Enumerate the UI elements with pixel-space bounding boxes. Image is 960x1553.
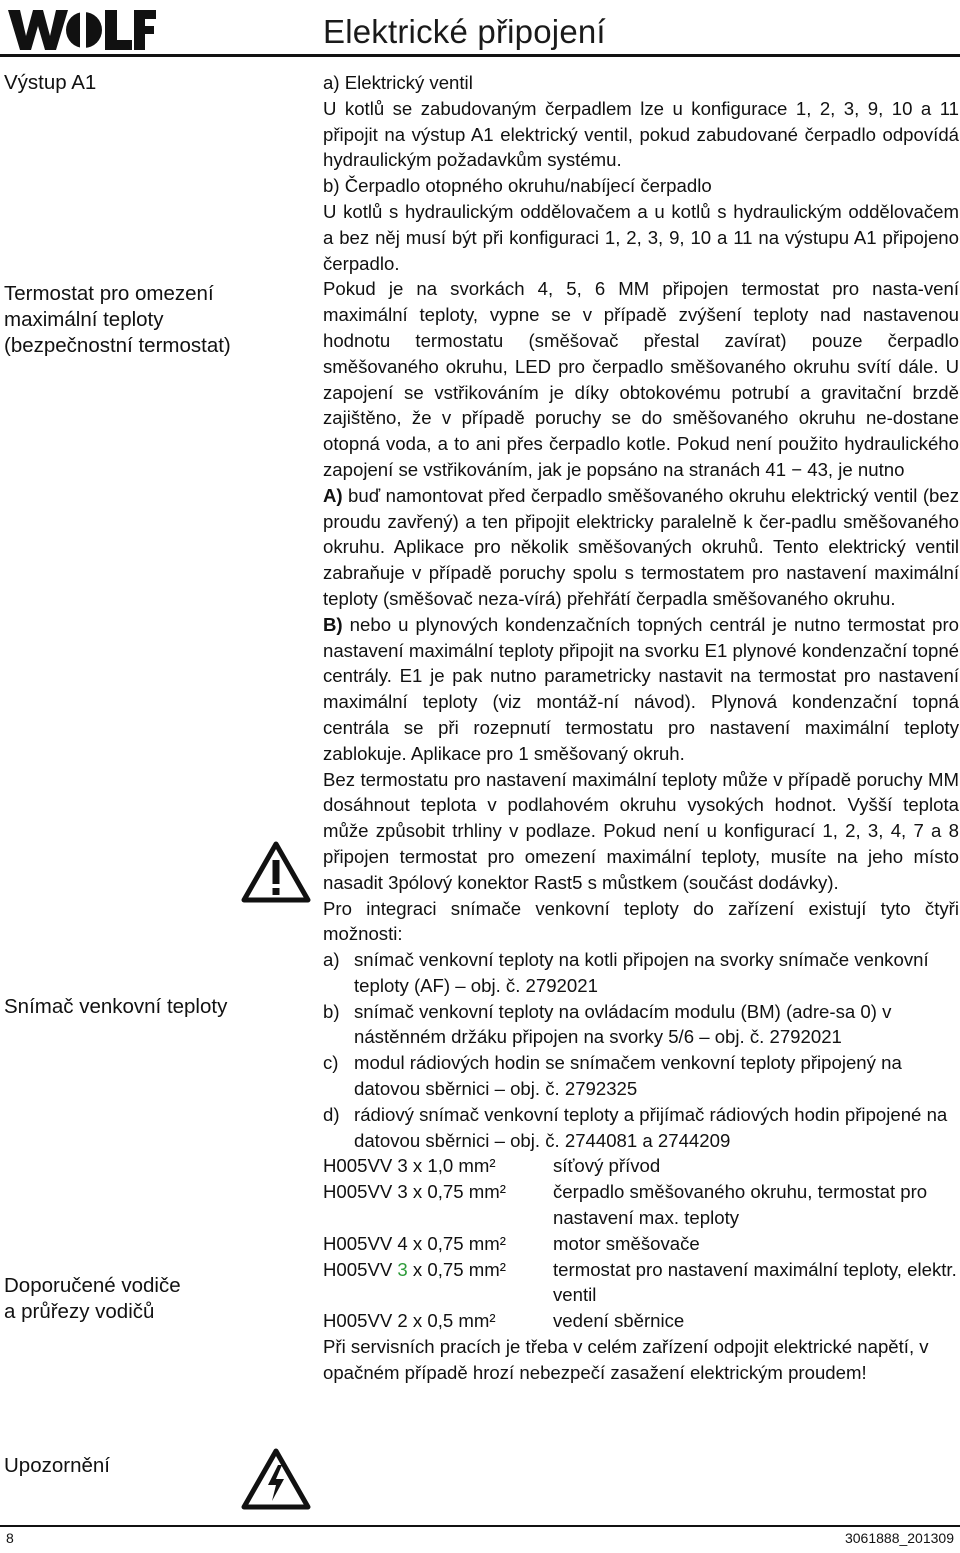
cable-code: H005VV 4 x 0,75 mm² — [323, 1232, 506, 1254]
cable-desc: čerpadlo směšovaného okruhu, termostat pro nastavení max. teploty — [553, 1181, 928, 1229]
list-marker: b) — [323, 1000, 340, 1022]
heading-thermostat — [4, 281, 304, 359]
electric-hazard-icon — [240, 1447, 312, 1511]
cable-core-count: 3 — [397, 1258, 408, 1280]
cable-desc: síťový přívod — [553, 1155, 661, 1177]
heading-cables-line-1: Doporučené vodiče — [4, 1274, 181, 1297]
list-item — [323, 947, 959, 999]
heading-outdoor-sensor: Snímač venkovní teploty — [4, 995, 228, 1018]
list-text: snímač venkovní teploty na ovládacím modulu (BM) (adre-sa 0) v nástěnném držáku připojen na svorky 5/6 – obj. č. 2792021 — [354, 1000, 892, 1048]
cable-code-suffix: x 0,75 mm² — [407, 1258, 506, 1280]
a1-option-a-title: a) Elektrický ventil — [323, 72, 473, 93]
list-item — [323, 1050, 959, 1102]
cable-row — [323, 1153, 959, 1179]
a1-option-b-text: U kotlů s hydraulickým oddělovačem a u kotlů s hydraulickým oddělovačem a bez něj musí být při konfiguraci 1, 2, 3, 9, 10 a 11 na výstupu A1 připojeno čerpadlo. — [323, 200, 959, 274]
a1-option-a-text: U kotlů se zabudovaným čerpadlem lze u konfigurace 1, 2, 3, 9, 10 a 11 připojit na výstup A1 elektrický ventil, pokud zabudované čerpadlo odpovídá hydraulickým požadavkům systému. — [323, 97, 959, 171]
cable-code: H005VV 3 x 1,0 mm² — [323, 1155, 496, 1177]
list-text: modul rádiových hodin se snímačem venkovní teploty připojený na datovou sběrnici – obj. č. 2792325 — [354, 1052, 902, 1100]
warning-triangle-icon — [240, 840, 312, 904]
option-a-text: buď namontovat před čerpadlo směšovaného okruhu elektrický ventil (bez proudu zavřený) a ten připojit elektricky paralelně k čer-padlu směšovaného okruhu. Aplikace pro několik směšovaných okruhů. Tento elektrický ventil zabraňuje v případě poruchy spolu s termostatem pro nastavení maximální teploty (směšovač neza-vírá) přehřátí čerpadla směšovaného okruhu. — [323, 484, 959, 609]
main-content — [323, 70, 959, 1386]
cable-row — [323, 1231, 959, 1257]
option-a-mark: A) — [323, 484, 343, 506]
cable-code — [323, 1257, 553, 1309]
list-marker: d) — [323, 1103, 340, 1125]
list-marker: c) — [323, 1052, 339, 1074]
cable-row — [323, 1308, 959, 1334]
cable-desc: termostat pro nastavení maximální teploty, elektr. ventil — [553, 1258, 957, 1306]
thermostat-intro: Pokud je na svorkách 4, 5, 6 MM připojen termostat pro nasta-vení maximální teploty, vypne se v případě zvýšení teploty nad nastavenou hodnotu termostatu (směšovač přestal zavírat) pouze čerpadlo směšovaného okruhu, LED pro čerpadlo směšovaného okruhu svítí dále. U zapojení se vstřikováním je díky obtokovému potrubí a gravitační brzdě zajištěno, že v případě poruchy se do směšovaného okruhu ne-dostane otopná voda, a to ani přes čerpadlo kotle. Pokud není použito hydraulického zapojení se vstřikováním, jak je popsáno na stranách 41 − 43, je nutno — [323, 278, 959, 480]
a1-option-b-title: b) Čerpadlo otopného okruhu/nabíjecí čerpadlo — [323, 175, 712, 197]
section-outdoor-sensor — [323, 896, 959, 1154]
cable-code-prefix: H005VV — [323, 1258, 398, 1280]
thermostat-without-note: Bez termostatu pro nastavení maximální teploty může v případě poruchy MM dosáhnout teplota v podlahovém okruhu vysokých hodnot. Vyšší teplota může způsobit trhliny v podlaze. Pokud není u konfigurací 1, 2, 3, 4, 7 a 8 připojen termostat pro omezení maximální teploty, musíte na jeho místo nasadit 3pólový konektor Rast5 s můstkem (součást dodávky). — [323, 768, 959, 893]
heading-thermostat-line-2: maximální teploty — [4, 308, 164, 331]
cable-desc: motor směšovače — [553, 1232, 700, 1254]
heading-cables — [4, 1273, 304, 1325]
wolf-logo — [6, 6, 158, 54]
document-number: 3061888_201309 — [844, 1530, 954, 1546]
cable-code: H005VV 3 x 0,75 mm² — [323, 1181, 506, 1203]
cable-desc: vedení sběrnice — [553, 1310, 685, 1332]
list-item — [323, 999, 959, 1051]
thermostat-option-a — [323, 483, 959, 612]
thermostat-option-b — [323, 612, 959, 767]
page-number: 8 — [6, 1530, 14, 1546]
option-b-mark: B) — [323, 613, 343, 635]
section-thermostat — [323, 276, 959, 895]
heading-thermostat-line-3: (bezpečnostní termostat) — [4, 334, 231, 357]
heading-cables-line-2: a průřezy vodičů — [4, 1300, 155, 1323]
heading-warning: Upozornění — [4, 1454, 110, 1477]
cable-code: H005VV 2 x 0,5 mm² — [323, 1310, 496, 1332]
header-divider — [0, 54, 960, 57]
cable-row — [323, 1179, 959, 1231]
list-marker: a) — [323, 949, 340, 971]
list-item — [323, 1102, 959, 1154]
section-output-a1 — [323, 70, 959, 276]
list-text: snímač venkovní teploty na kotli připojen na svorky snímače venkovní teploty (AF) – obj. č. 2792021 — [354, 949, 929, 996]
section-cables — [323, 1153, 959, 1334]
option-b-text: nebo u plynových kondenzačních topných centrál je nutno termostat pro nastavení maximální teploty připojit na svorku E1 plynové kondenzační topné centrály. E1 je pak nutno parametricky nastavit na termostat pro nastavení maximální teploty (viz montáž-ní návod). Plynová kondenzační topná centrála se při rozepnutí termostatu pro nastavení maximální teploty zablokuje. Aplikace pro 1 směšovaný okruh. — [323, 613, 959, 764]
footer-divider — [0, 1525, 960, 1527]
outdoor-intro: Pro integraci snímače venkovní teploty do zařízení existují tyto čtyři možnosti: — [323, 897, 959, 945]
heading-thermostat-line-1: Termostat pro omezení — [4, 282, 214, 305]
heading-output-a1: Výstup A1 — [4, 71, 97, 94]
section-warning — [323, 1334, 959, 1386]
list-text: rádiový snímač venkovní teploty a přijímač rádiových hodin připojené na datovou sběrnici – obj. č. 2744081 a 2744209 — [354, 1103, 948, 1151]
cable-row — [323, 1257, 959, 1309]
warning-text: Při servisních pracích je třeba v celém zařízení odpojit elektrické napětí, v opačném případě hrozí nebezpečí zasažení elektrickým proudem! — [323, 1336, 929, 1383]
page-title: Elektrické připojení — [323, 13, 606, 50]
